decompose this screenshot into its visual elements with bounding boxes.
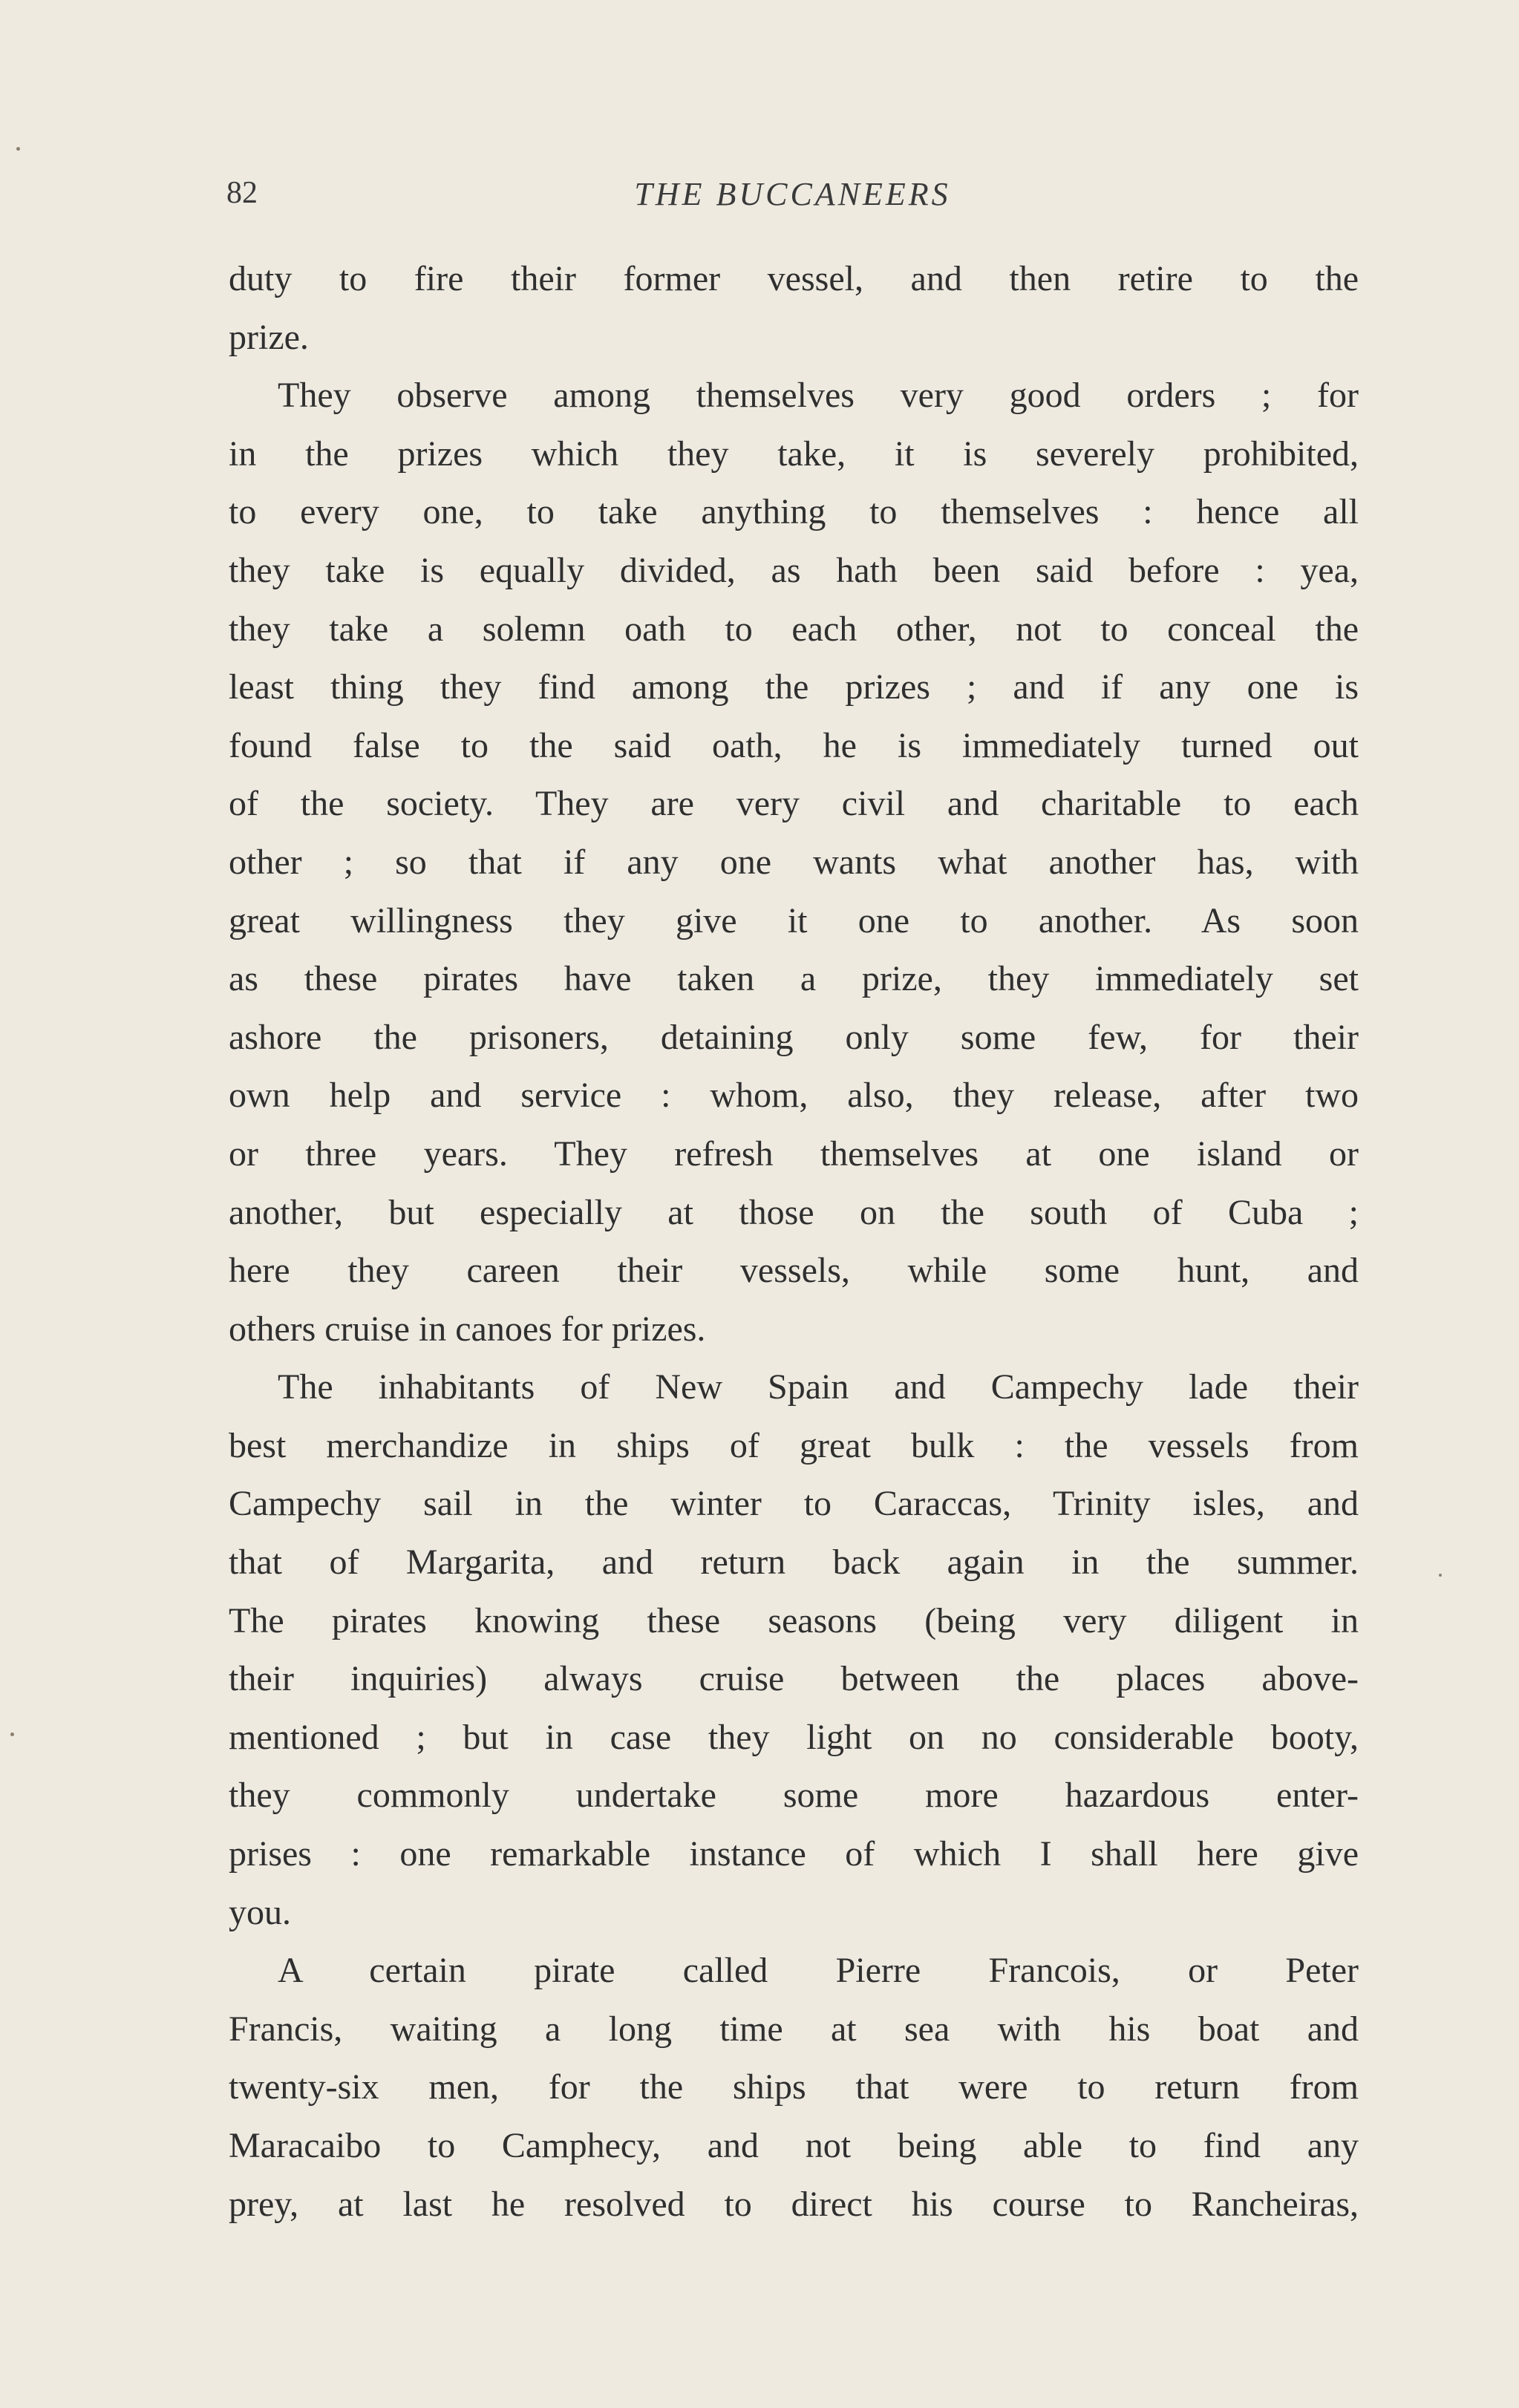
text-line: of the society. They are very civil and charitable to each bbox=[229, 784, 1359, 824]
page-header bbox=[226, 175, 1359, 220]
page-number: 82 bbox=[226, 176, 258, 210]
text-line: that of Margarita, and return back again in the summer. bbox=[229, 1542, 1359, 1583]
text-line: duty to fire their former vessel, and then retire to the bbox=[229, 259, 1359, 298]
text-line: others cruise in canoes for prizes. bbox=[229, 1309, 706, 1349]
text-line: they take is equally divided, as hath been said before : yea, bbox=[229, 550, 1359, 590]
text-line: twenty-six men, for the ships that were to return from bbox=[229, 2067, 1359, 2107]
text-line: other ; so that if any one wants what another has, with bbox=[229, 842, 1359, 882]
paper-speck bbox=[10, 1733, 14, 1736]
text-line: prey, at last he resolved to direct his course to Rancheiras, bbox=[229, 2184, 1359, 2224]
text-line: or three years. They refresh themselves at one island or bbox=[229, 1133, 1359, 1174]
text-line: prises : one remarkable instance of which I shall here give bbox=[229, 1834, 1359, 1874]
text-line: least thing they find among the prizes ; and if any one is bbox=[229, 667, 1359, 707]
text-line: Campechy sail in the winter to Caraccas, Trinity isles, and bbox=[229, 1484, 1359, 1524]
text-line: The pirates knowing these seasons (being very diligent in bbox=[229, 1600, 1359, 1640]
text-line: prize. bbox=[229, 317, 309, 357]
text-line: you. bbox=[229, 1892, 291, 1932]
text-line: their inquiries) always cruise between the places above- bbox=[229, 1659, 1359, 1699]
text-line: another, but especially at those on the south of Cuba ; bbox=[229, 1192, 1359, 1232]
text-line: they take a solemn oath to each other, not to conceal the bbox=[229, 609, 1359, 649]
text-line: mentioned ; but in case they light on no considerable booty, bbox=[229, 1717, 1359, 1757]
text-line: they commonly undertake some more hazardous enter- bbox=[229, 1776, 1359, 1816]
text-line: great willingness they give it one to another. As soon bbox=[229, 900, 1359, 940]
text-line: in the prizes which they take, it is severely prohibited, bbox=[229, 433, 1359, 474]
paper-speck bbox=[1439, 1574, 1442, 1577]
text-line: as these pirates have taken a prize, they immediately set bbox=[229, 959, 1359, 999]
body-text bbox=[229, 250, 1359, 2234]
text-line: ashore the prisoners, detaining only some few, for their bbox=[229, 1017, 1359, 1057]
text-line: A certain pirate called Pierre Francois, or Peter bbox=[278, 1951, 1359, 1991]
text-line: own help and service : whom, also, they release, after two bbox=[229, 1076, 1359, 1116]
text-line: best merchandize in ships of great bulk : the vessels from bbox=[229, 1425, 1359, 1465]
text-line: The inhabitants of New Spain and Campechy lade their bbox=[278, 1367, 1359, 1407]
paper-speck bbox=[16, 147, 20, 151]
text-line: to every one, to take anything to themselves : hence all bbox=[229, 492, 1359, 532]
text-line: Francis, waiting a long time at sea with his boat and bbox=[229, 2009, 1359, 2049]
text-line: found false to the said oath, he is immediately turned out bbox=[229, 725, 1359, 765]
text-line: Maracaibo to Camphecy, and not being able to find any bbox=[229, 2126, 1359, 2165]
running-title: THE BUCCANEERS bbox=[634, 176, 951, 212]
text-line: here they careen their vessels, while some hunt, and bbox=[229, 1251, 1359, 1291]
text-line: They observe among themselves very good orders ; for bbox=[278, 376, 1359, 416]
